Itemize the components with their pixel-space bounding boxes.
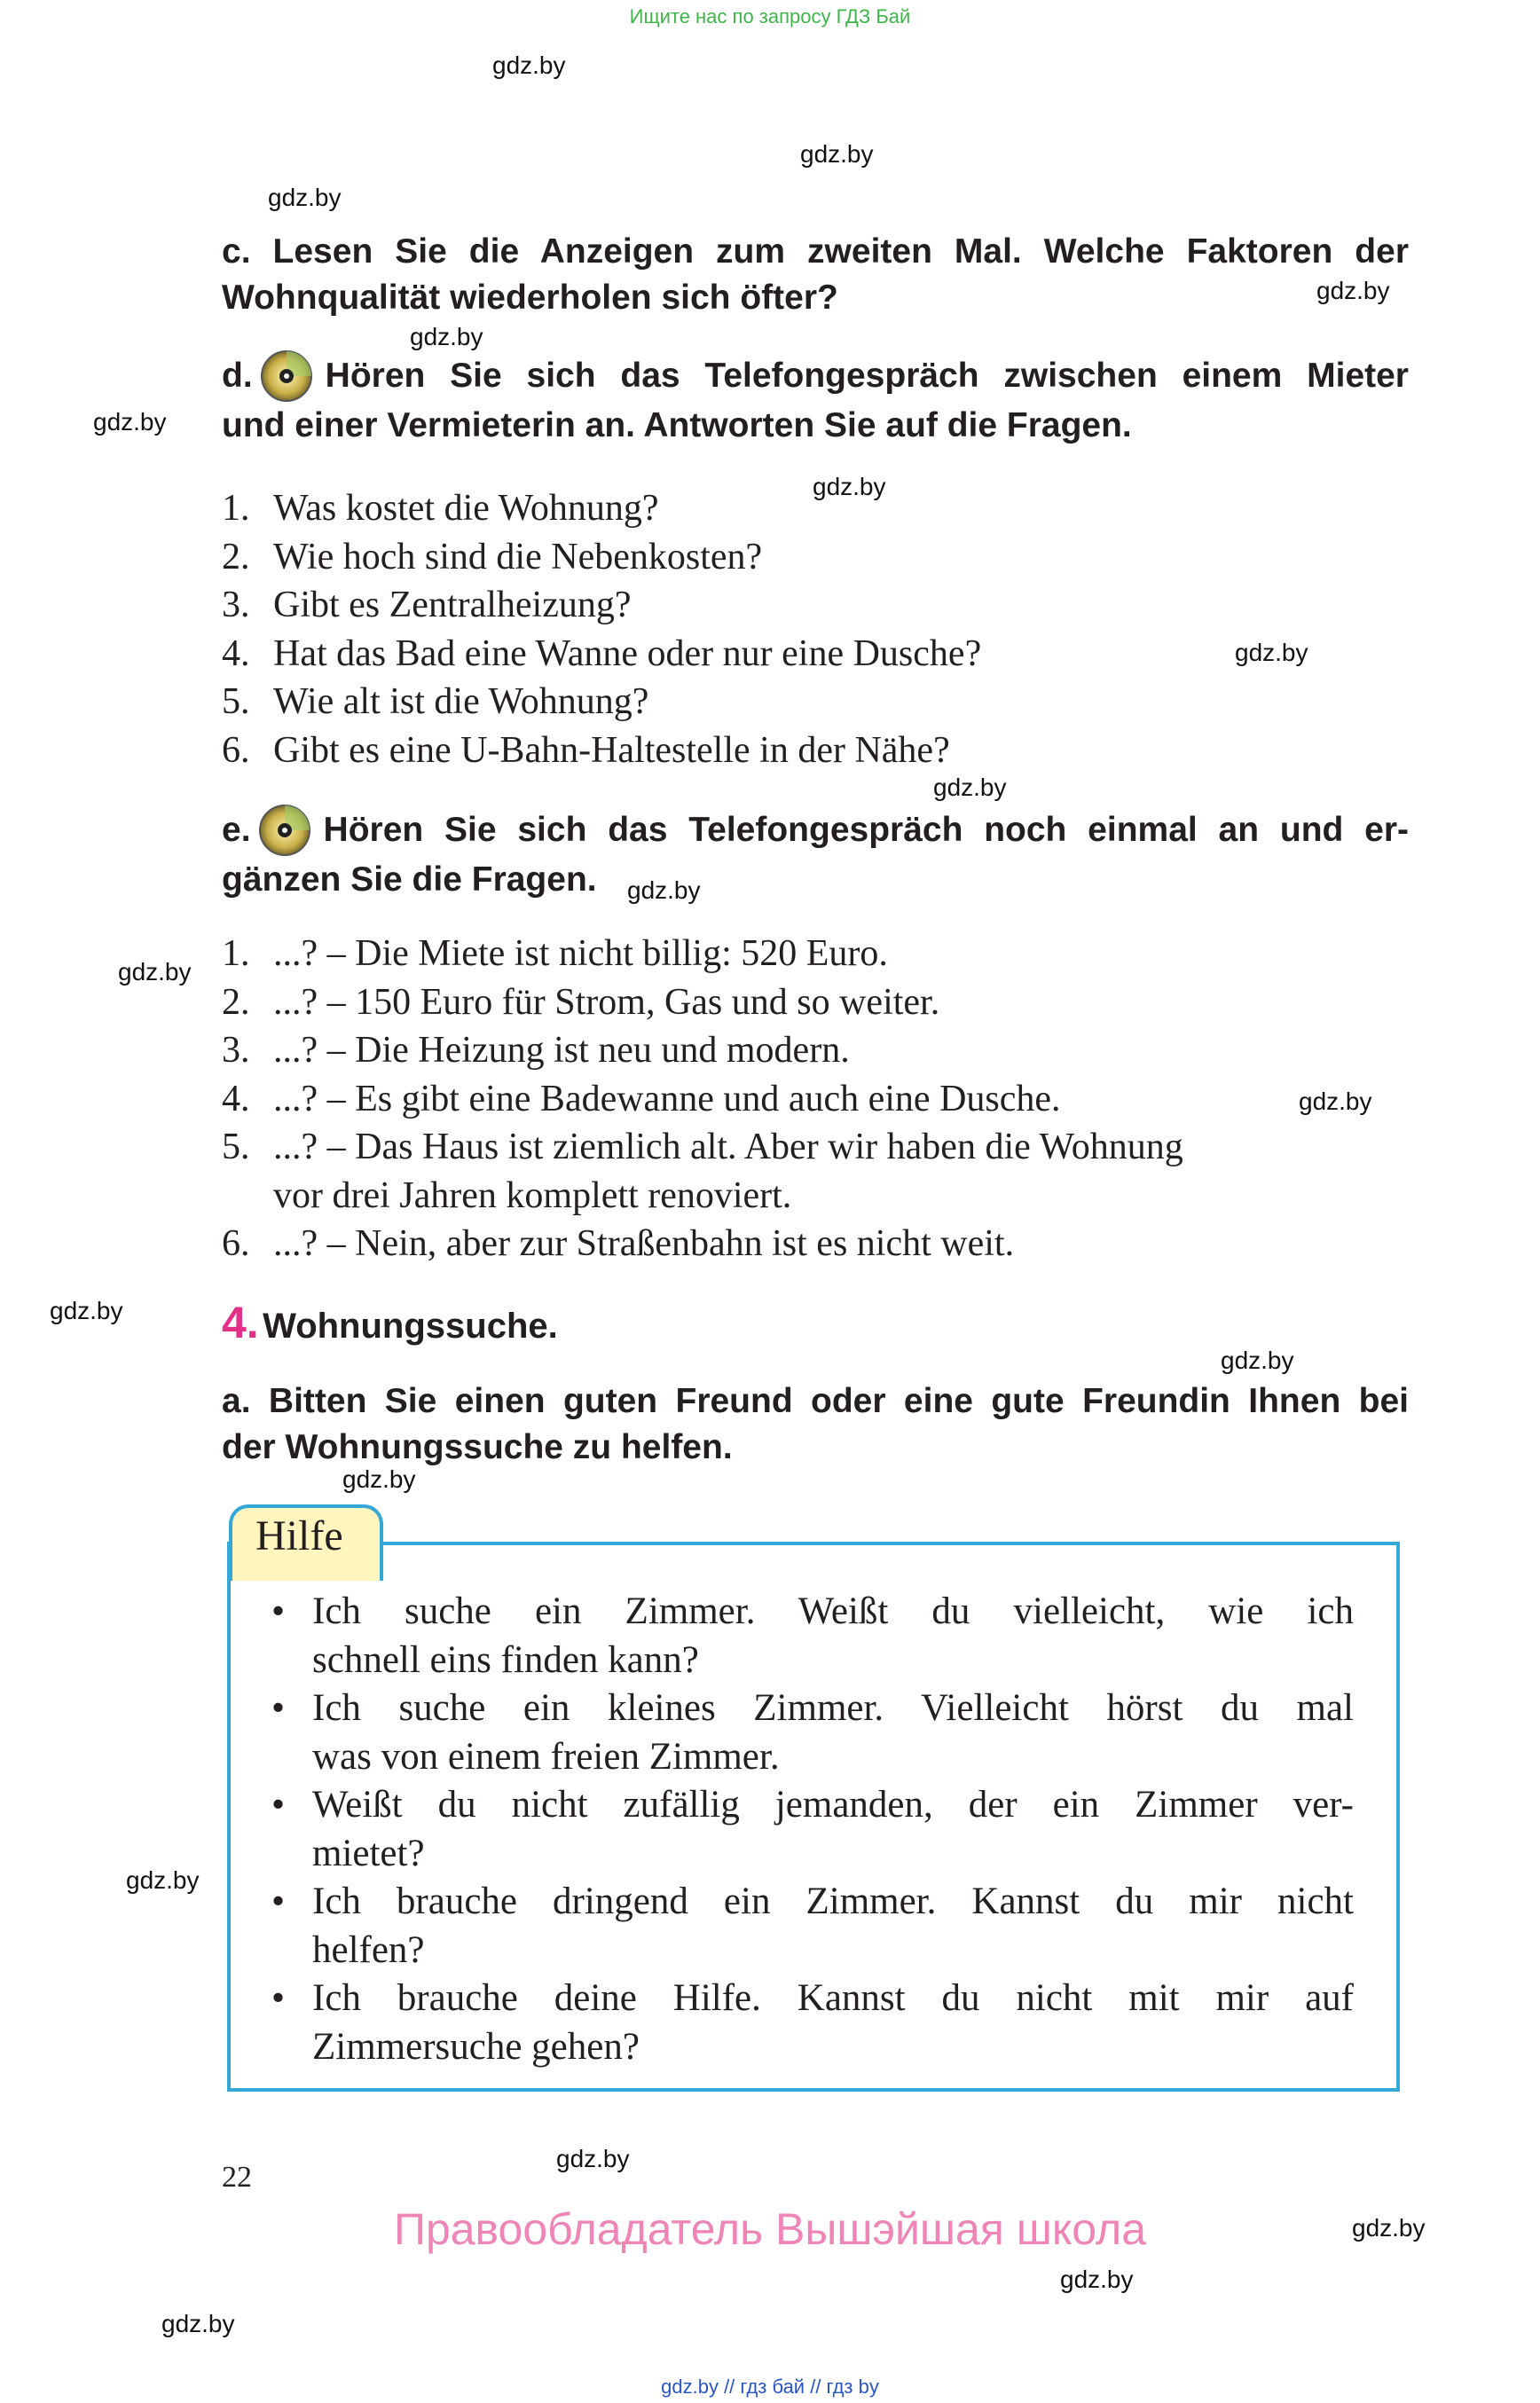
watermark: gdz.by <box>1221 1347 1294 1374</box>
hilfe-item <box>271 1588 1354 1684</box>
audio-cd-icon <box>258 804 311 857</box>
hilfe-item-text <box>312 1975 1354 2071</box>
section-title: Wohnungssuche. <box>263 1307 558 1346</box>
item-text: Gibt es Zentralheizung? <box>273 585 632 625</box>
item-number: 4. <box>222 632 250 674</box>
task-c-line1 <box>222 229 1409 275</box>
item-number: 3. <box>222 1030 250 1071</box>
watermark: gdz.by <box>800 140 874 168</box>
task-d-text: Hören Sie sich das Telefongespräch zwischen einem Mieter <box>325 357 1409 395</box>
list-item <box>222 1123 1410 1220</box>
list-item <box>222 581 1410 630</box>
item-number: 2. <box>222 981 250 1023</box>
hilfe-item-text <box>312 1684 1354 1781</box>
task-a-text: Bitten Sie einen guten Freund oder eine gute Freundin Ihnen bei <box>268 1382 1409 1420</box>
watermark: gdz.by <box>126 1866 200 1894</box>
bullet: • <box>271 1977 286 2019</box>
hilfe-line: mietet? <box>312 1832 425 1874</box>
task-c-line2: Wohnqualität wiederholen sich öfter? <box>222 279 838 317</box>
list-item <box>222 678 1410 726</box>
audio-cd-icon <box>260 349 313 403</box>
list-item <box>222 484 1410 533</box>
item-number: 1. <box>222 488 250 529</box>
item-text-line1: ...? – Das Haus ist ziemlich alt. Aber wir haben die Wohnung <box>273 1127 1183 1167</box>
hilfe-item <box>271 1878 1354 1975</box>
hilfe-line: Ich brauche deine Hilfe. Kannst du nicht mit mir auf <box>312 1977 1354 2019</box>
item-number: 1. <box>222 933 250 974</box>
item-number: 5. <box>222 1127 250 1167</box>
task-letter: d. <box>222 357 253 395</box>
hilfe-line: was von einem freien Zimmer. <box>312 1735 780 1778</box>
list-item <box>222 1075 1410 1124</box>
item-text: ...? – Nein, aber zur Straßenbahn ist es nicht weit. <box>273 1223 1015 1264</box>
hilfe-line: Ich brauche dringend ein Zimmer. Kannst du mir nicht <box>312 1881 1354 1922</box>
item-text: Gibt es eine U-Bahn-Haltestelle in der Nähe? <box>273 729 950 771</box>
watermark: gdz.by <box>161 2310 235 2337</box>
watermark: gdz.by <box>410 323 483 350</box>
hilfe-item <box>271 1781 1354 1878</box>
item-text: ...? – Die Heizung ist neu und modern. <box>273 1030 850 1071</box>
watermark: gdz.by <box>118 958 192 986</box>
copyright-notice: Правообладатель Вышэйшая школа <box>394 2204 1146 2254</box>
task-e-line1 <box>222 804 1409 857</box>
item-number: 6. <box>222 1223 250 1264</box>
list-item <box>222 533 1410 582</box>
task-a-line1 <box>222 1378 1409 1425</box>
footer-links[interactable]: gdz.by // гдз бай // гдз by <box>661 2376 879 2398</box>
hilfe-line: Ich suche ein kleines Zimmer. Vielleicht hörst du mal <box>312 1687 1354 1729</box>
task-c <box>222 229 1409 321</box>
list-item <box>222 726 1410 775</box>
hilfe-item-text <box>312 1781 1354 1878</box>
hilfe-item <box>271 1684 1354 1781</box>
hilfe-line: Zimmersuche gehen? <box>312 2025 640 2068</box>
task-e-line2: gänzen Sie die Fragen. <box>222 860 597 899</box>
top-banner: Ищите нас по запросу ГДЗ Бай <box>629 5 911 27</box>
watermark: gdz.by <box>268 184 342 211</box>
item-text: Was kostet die Wohnung? <box>273 488 659 529</box>
list-item <box>222 978 1410 1027</box>
task-d <box>222 349 1409 449</box>
watermark: gdz.by <box>813 473 886 500</box>
hilfe-list <box>271 1588 1354 2071</box>
hilfe-item <box>271 1975 1354 2071</box>
item-text: Hat das Bad eine Wanne oder nur eine Dusche? <box>273 632 982 674</box>
task-c-text: Lesen Sie die Anzeigen zum zweiten Mal. Welche Faktoren der <box>272 232 1409 271</box>
bullet: • <box>271 1687 286 1729</box>
bullet: • <box>271 1881 286 1922</box>
item-text-line2: vor drei Jahren komplett renoviert. <box>273 1174 792 1216</box>
list-item <box>222 1220 1410 1268</box>
item-number: 6. <box>222 729 250 771</box>
task-letter: e. <box>222 811 251 849</box>
task-e <box>222 804 1409 903</box>
hilfe-item-text <box>312 1588 1354 1684</box>
question-list <box>222 484 1410 774</box>
task-a-line2: der Wohnungssuche zu helfen. <box>222 1428 733 1466</box>
task-d-line2: und einer Vermieterin an. Antworten Sie auf die Fragen. <box>222 406 1132 444</box>
task-e-text: Hören Sie sich das Telefongespräch noch einmal an und er- <box>323 811 1409 849</box>
bullet: • <box>271 1784 286 1826</box>
item-text: ...? – Die Miete ist nicht billig: 520 Euro. <box>273 933 888 974</box>
item-number: 2. <box>222 536 250 577</box>
item-number: 4. <box>222 1078 250 1119</box>
watermark: gdz.by <box>627 876 701 904</box>
hilfe-line: schnell eins finden kann? <box>312 1638 699 1681</box>
hilfe-line: Ich suche ein Zimmer. Weißt du vielleicht, wie ich <box>312 1590 1354 1632</box>
list-item <box>222 1026 1410 1075</box>
section-heading <box>222 1297 558 1348</box>
item-text <box>273 1123 1410 1220</box>
watermark: gdz.by <box>1299 1088 1372 1115</box>
section-number: 4. <box>222 1298 259 1347</box>
item-text: ...? – Es gibt eine Badewanne und auch eine Dusche. <box>273 1078 1061 1119</box>
bullet: • <box>271 1590 286 1632</box>
item-text: Wie hoch sind die Nebenkosten? <box>273 536 763 577</box>
item-number: 5. <box>222 681 250 722</box>
page-number: 22 <box>222 2161 252 2194</box>
watermark: gdz.by <box>93 408 167 436</box>
hilfe-line: helfen? <box>312 1928 425 1971</box>
watermark: gdz.by <box>1316 277 1390 304</box>
hilfe-line: Weißt du nicht zufällig jemanden, der ein Zimmer ver- <box>312 1784 1354 1826</box>
watermark: gdz.by <box>556 2145 630 2172</box>
watermark: gdz.by <box>342 1465 416 1493</box>
watermark: gdz.by <box>1060 2266 1134 2293</box>
watermark: gdz.by <box>492 51 566 79</box>
item-text: Wie alt ist die Wohnung? <box>273 681 649 722</box>
item-text: ...? – 150 Euro für Strom, Gas und so weiter. <box>273 981 940 1023</box>
item-number: 3. <box>222 585 250 625</box>
watermark: gdz.by <box>1235 639 1308 666</box>
watermark: gdz.by <box>1352 2214 1426 2242</box>
hilfe-label: Hilfe <box>255 1512 343 1559</box>
task-d-line1 <box>222 349 1409 403</box>
watermark: gdz.by <box>933 774 1007 801</box>
list-item <box>222 930 1410 978</box>
list-item <box>222 630 1410 679</box>
hilfe-item-text <box>312 1878 1354 1975</box>
watermark: gdz.by <box>50 1297 123 1324</box>
answer-list <box>222 930 1410 1268</box>
task-letter: c. <box>222 232 251 271</box>
task-letter: a. <box>222 1382 251 1420</box>
task-a <box>222 1378 1409 1471</box>
